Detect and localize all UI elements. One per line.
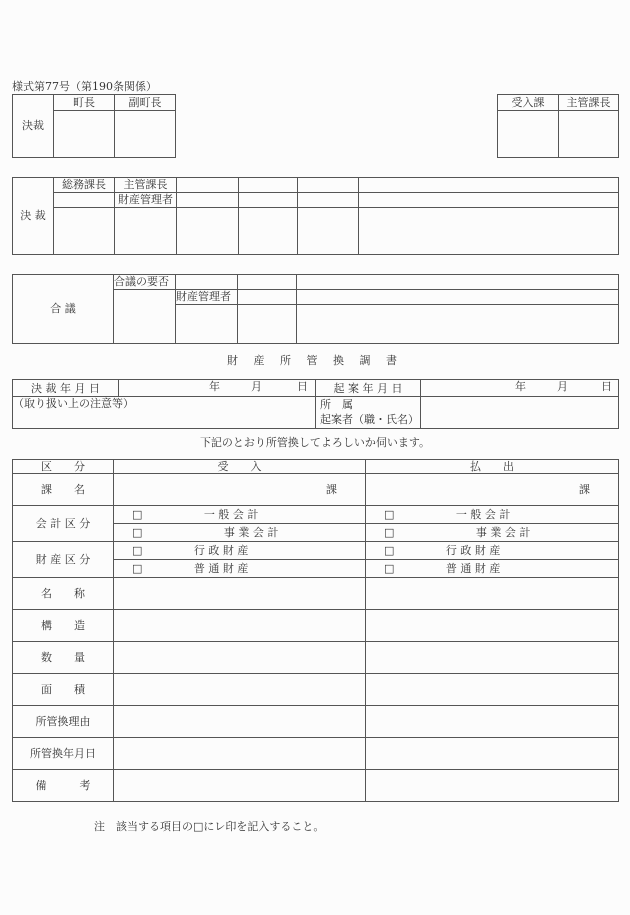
- stamp-cell[interactable]: [359, 208, 619, 255]
- receive-remarks-field[interactable]: [114, 770, 366, 802]
- transfer-area-field[interactable]: [366, 674, 619, 706]
- checkbox-icon[interactable]: □: [384, 508, 395, 522]
- receive-transfer-date-field[interactable]: [114, 738, 366, 770]
- receiving-dept-header: 受入課: [498, 95, 559, 111]
- draft-date-label: 起 案 年 月 日: [316, 380, 421, 397]
- mayor-header: 町長: [54, 95, 115, 111]
- consultation-property-manager-header: 財産管理者: [176, 290, 238, 305]
- approval-label: 決裁: [13, 95, 54, 158]
- receive-area-field[interactable]: [114, 674, 366, 706]
- header-transfer-out: 払 出: [366, 460, 619, 474]
- consultation-stamp-cell[interactable]: [238, 305, 297, 344]
- checkbox-icon[interactable]: □: [384, 526, 395, 540]
- receiving-dept-stamp-cell[interactable]: [498, 111, 559, 158]
- row-label-area: 面 積: [13, 674, 114, 706]
- transfer-remarks-field[interactable]: [366, 770, 619, 802]
- consultation-table: [12, 274, 619, 344]
- chief-manager-stamp-cell[interactable]: [559, 111, 619, 158]
- dept-suffix: 課: [579, 483, 590, 497]
- option-label: 一 般 会 計: [455, 508, 511, 522]
- checkbox-icon[interactable]: □: [132, 526, 143, 540]
- general-affairs-stamp-cell[interactable]: [54, 208, 115, 255]
- chief-manager-header: 主管課長: [559, 95, 619, 111]
- consultation-stamp-cell[interactable]: [297, 305, 619, 344]
- document-title: 財 産 所 管 換 調 書: [227, 354, 403, 367]
- handling-notes-field[interactable]: [13, 397, 316, 429]
- property-manager-stamp-cell[interactable]: [115, 208, 177, 255]
- drafter-label: 起案者（職・氏名）: [320, 413, 419, 427]
- approval-box-mayor: [12, 94, 176, 158]
- day-label: 日: [601, 380, 612, 393]
- month-label: 月: [251, 380, 262, 393]
- chief-manager-header-2: 主管課長: [115, 178, 177, 193]
- option-label: 事 業 会 計: [475, 526, 531, 540]
- checkbox-icon[interactable]: □: [132, 508, 143, 522]
- receive-dept-field[interactable]: [114, 474, 366, 506]
- decision-date-field[interactable]: [119, 380, 316, 397]
- mayor-stamp-cell[interactable]: [54, 111, 115, 158]
- stamp-cell[interactable]: [177, 208, 239, 255]
- receive-quantity-field[interactable]: [114, 642, 366, 674]
- transfer-general-property-option[interactable]: [366, 560, 619, 578]
- info-table: [12, 379, 619, 429]
- option-label: 普 通 財 産: [445, 562, 501, 576]
- transfer-reason-field[interactable]: [366, 706, 619, 738]
- month-label: 月: [557, 380, 568, 393]
- consultation-required-header: 合議の要否: [114, 275, 176, 290]
- stamp-cell[interactable]: [298, 208, 359, 255]
- intro-text: 下記のとおり所管換してよろしいか伺います。: [199, 436, 431, 449]
- transfer-business-account-option[interactable]: [366, 524, 619, 542]
- decision-date-label: 決 裁 年 月 日: [13, 380, 119, 397]
- receive-general-account-option[interactable]: [114, 506, 366, 524]
- row-label-structure: 構 造: [13, 610, 114, 642]
- dept-name-label: 課 名: [13, 474, 114, 506]
- deputy-mayor-stamp-cell[interactable]: [115, 111, 176, 158]
- dept-suffix: 課: [326, 483, 337, 497]
- receive-name-field[interactable]: [114, 578, 366, 610]
- day-label: 日: [297, 380, 308, 393]
- option-label: 行 政 財 産: [193, 544, 249, 558]
- row-label-quantity: 数 量: [13, 642, 114, 674]
- general-affairs-chief-header: 総務課長: [54, 178, 115, 193]
- consultation-label: 合 議: [13, 275, 114, 344]
- receive-general-property-option[interactable]: [114, 560, 366, 578]
- row-label-remarks: 備 考: [13, 770, 114, 802]
- checkbox-icon[interactable]: □: [384, 562, 395, 576]
- drafter-field[interactable]: [421, 397, 619, 429]
- transfer-transfer-date-field[interactable]: [366, 738, 619, 770]
- form-number: 様式第77号（第190条関係）: [12, 80, 157, 93]
- draft-date-field[interactable]: [421, 380, 619, 397]
- footnote: 注 該当する項目の□にレ印を記入すること。: [94, 820, 325, 833]
- transfer-structure-field[interactable]: [366, 610, 619, 642]
- receive-business-account-option[interactable]: [114, 524, 366, 542]
- transfer-quantity-field[interactable]: [366, 642, 619, 674]
- consultation-stamp-cell[interactable]: [176, 305, 238, 344]
- row-label-reason: 所管換理由: [13, 706, 114, 738]
- receive-reason-field[interactable]: [114, 706, 366, 738]
- handling-notes-label: （取り扱い上の注意等）: [13, 397, 134, 411]
- option-label: 事 業 会 計: [223, 526, 279, 540]
- checkbox-icon[interactable]: □: [384, 544, 395, 558]
- accounting-category-label: 会 計 区 分: [13, 506, 114, 542]
- property-manager-header: 財産管理者: [115, 193, 177, 208]
- department-label: 所 属: [320, 398, 353, 412]
- property-category-label: 財 産 区 分: [13, 542, 114, 578]
- year-label: 年: [515, 380, 526, 393]
- approval-main-table: [12, 177, 619, 255]
- deputy-mayor-header: 副町長: [115, 95, 176, 111]
- receive-structure-field[interactable]: [114, 610, 366, 642]
- header-category: 区 分: [13, 460, 114, 474]
- option-label: 一 般 会 計: [203, 508, 259, 522]
- approval-box-receiving: [497, 94, 619, 158]
- option-label: 普 通 財 産: [193, 562, 249, 576]
- year-label: 年: [209, 380, 220, 393]
- stamp-cell[interactable]: [239, 208, 298, 255]
- checkbox-icon[interactable]: □: [132, 544, 143, 558]
- consultation-required-cell[interactable]: [114, 290, 176, 344]
- transfer-name-field[interactable]: [366, 578, 619, 610]
- transfer-administrative-property-option[interactable]: [366, 542, 619, 560]
- row-label-name: 名 称: [13, 578, 114, 610]
- checkbox-icon[interactable]: □: [132, 562, 143, 576]
- approval-main-label: 決 裁: [13, 178, 54, 255]
- receive-administrative-property-option[interactable]: [114, 542, 366, 560]
- transfer-table: [12, 459, 619, 802]
- transfer-general-account-option[interactable]: [366, 506, 619, 524]
- transfer-dept-field[interactable]: [366, 474, 619, 506]
- option-label: 行 政 財 産: [445, 544, 501, 558]
- row-label-transfer-date: 所管換年月日: [13, 738, 114, 770]
- drafter-label-cell: [316, 397, 421, 429]
- header-receive: 受 入: [114, 460, 366, 474]
